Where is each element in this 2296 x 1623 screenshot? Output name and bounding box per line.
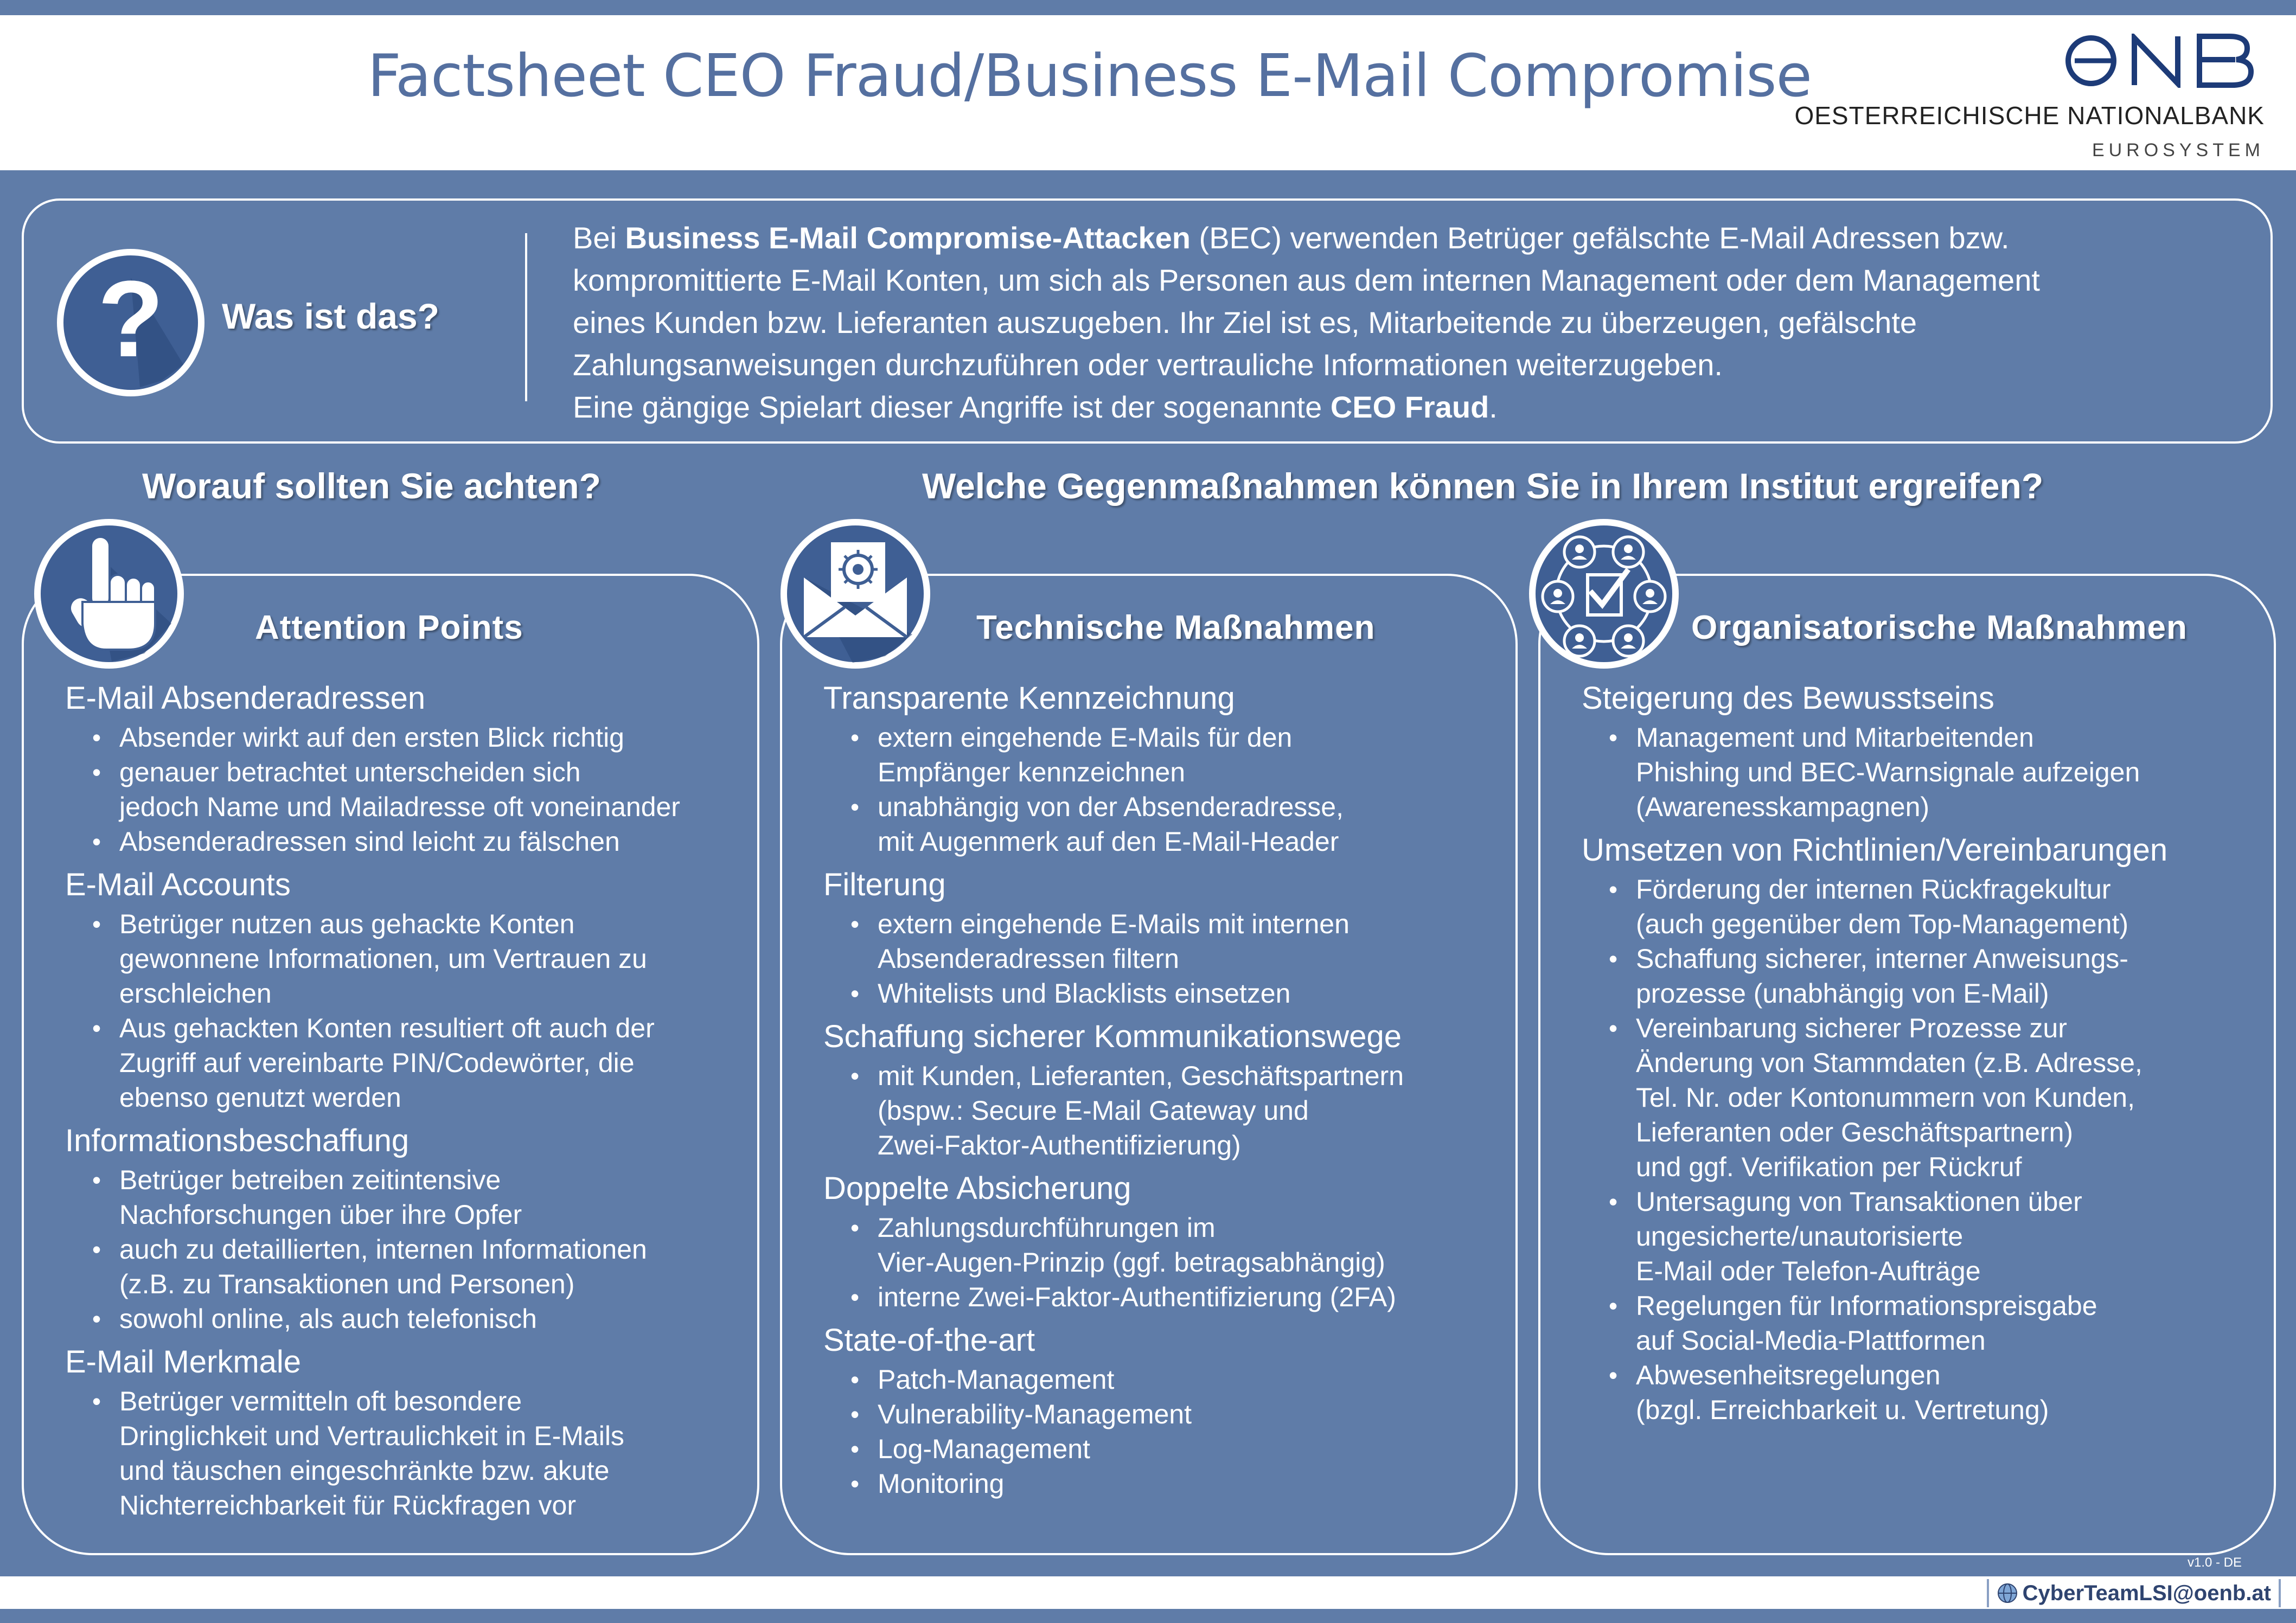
- list-item-line: und ggf. Verifikation per Rückruf: [1636, 1152, 2022, 1182]
- list-group-title: Doppelte Absicherung: [823, 1171, 1131, 1206]
- list-item: [850, 790, 1518, 859]
- intro-text-segment: Zahlungsanweisungen durchzuführen oder vertrauliche Informationen weiterzugeben.: [573, 348, 1723, 382]
- list-item-line: • Aus gehackten Konten resultiert oft auch der: [119, 1013, 655, 1043]
- list-item-line: (z.B. zu Transaktionen und Personen): [119, 1269, 575, 1299]
- list-item: [92, 720, 770, 755]
- list-group: [65, 863, 770, 1115]
- technical-measures-list: [823, 677, 1518, 1505]
- list-item: [92, 755, 770, 824]
- list-item-line: (Awarenesskampagnen): [1636, 792, 1930, 822]
- list-item: [92, 907, 770, 1011]
- list-group: [823, 677, 1518, 859]
- list-item: [850, 1280, 1518, 1314]
- intro-text-segment: .: [1489, 390, 1498, 424]
- list-item-line: jedoch Name und Mailadresse oft voneinander: [119, 792, 680, 822]
- list-item-line: gewonnene Informationen, um Vertrauen zu: [119, 944, 647, 974]
- version-label: v1.0 - DE: [2187, 1555, 2242, 1570]
- list-item: [1609, 720, 2265, 824]
- list-group: [823, 1319, 1518, 1501]
- intro-text: [573, 217, 2265, 428]
- list-item: [1609, 1288, 2265, 1358]
- list-item-line: • auch zu detaillierten, internen Informationen: [119, 1234, 647, 1265]
- bullet-list: [850, 907, 1518, 1011]
- list-item-line: • interne Zwei-Faktor-Authentifizierung (2FA): [878, 1282, 1396, 1312]
- list-item: [92, 1163, 770, 1232]
- bullet-list: [92, 1163, 770, 1336]
- contact-email-text[interactable]: CyberTeamLSI@oenb.at: [2022, 1581, 2271, 1605]
- bullet-list: [92, 1384, 770, 1523]
- list-item: [850, 1059, 1518, 1163]
- footer-bar: [0, 1576, 2296, 1609]
- list-group-title: Umsetzen von Richtlinien/Vereinbarungen: [1582, 832, 2168, 868]
- list-group-title: Steigerung des Bewusstseins: [1582, 681, 1994, 716]
- list-item-line: • Log-Management: [878, 1434, 1090, 1464]
- list-item-line: • genauer betrachtet unterscheiden sich: [119, 757, 581, 787]
- list-item-line: • Regelungen für Informationspreisgabe: [1636, 1291, 2097, 1321]
- list-item: [850, 1397, 1518, 1432]
- bullet-list: [850, 720, 1518, 859]
- list-item-line: Änderung von Stammdaten (z.B. Adresse,: [1636, 1048, 2142, 1078]
- list-item: [92, 1232, 770, 1301]
- list-item-line: • Patch-Management: [878, 1364, 1115, 1395]
- attention-points-list: [65, 677, 770, 1527]
- list-item-line: prozesse (unabhängig von E-Mail): [1636, 978, 2049, 1009]
- list-group-title: State-of-the-art: [823, 1323, 1035, 1358]
- list-item-line: erschleichen: [119, 978, 272, 1009]
- list-item-line: • extern eingehende E-Mails für den: [878, 722, 1293, 753]
- footer-bottom-strip: [0, 1609, 2296, 1623]
- list-item: [1609, 941, 2265, 1011]
- bullet-list: [850, 1362, 1518, 1501]
- list-item-line: • Absender wirkt auf den ersten Blick richtig: [119, 722, 624, 753]
- team-checklist-icon: [1525, 515, 1683, 672]
- list-item-line: • Zahlungsdurchführungen im: [878, 1213, 1216, 1243]
- list-group: [65, 1340, 770, 1523]
- bullet-list: [1609, 720, 2265, 824]
- intro-bold-text: CEO Fraud: [1330, 390, 1489, 424]
- list-item-line: auf Social-Media-Plattformen: [1636, 1325, 1986, 1356]
- list-item: [92, 1301, 770, 1336]
- list-item: [850, 1432, 1518, 1466]
- intro-line: [573, 344, 2265, 386]
- list-item-line: • mit Kunden, Lieferanten, Geschäftspartnern: [878, 1061, 1404, 1091]
- list-group-title: E-Mail Accounts: [65, 867, 291, 902]
- svg-text:?: ?: [97, 259, 164, 380]
- list-item-line: mit Augenmerk auf den E-Mail-Header: [878, 826, 1339, 857]
- logo-name: OESTERREICHISCHE NATIONALBANK: [1794, 101, 2265, 130]
- list-item-line: • Vulnerability-Management: [878, 1399, 1192, 1429]
- list-item-line: • Vereinbarung sicherer Prozesse zur: [1636, 1013, 2067, 1043]
- list-item-line: Empfänger kennzeichnen: [878, 757, 1186, 787]
- list-item-line: Nachforschungen über ihre Opfer: [119, 1199, 522, 1230]
- bullet-list: [1609, 872, 2265, 1427]
- list-group-title: Filterung: [823, 867, 946, 902]
- list-item-line: • unabhängig von der Absenderadresse,: [878, 792, 1344, 822]
- list-group: [65, 677, 770, 859]
- list-item-line: Zwei-Faktor-Authentifizierung): [878, 1130, 1241, 1160]
- onb-logo: [1794, 22, 2265, 161]
- list-item-line: • Absenderadressen sind leicht zu fälschen: [119, 826, 620, 857]
- list-item-line: Absenderadressen filtern: [878, 944, 1179, 974]
- list-group-title: E-Mail Merkmale: [65, 1344, 302, 1380]
- intro-text-segment: (BEC) verwenden Betrüger gefälschte E-Mail Adressen bzw.: [1190, 221, 2010, 255]
- envelope-virus-icon: [777, 515, 934, 672]
- list-item: [850, 1210, 1518, 1280]
- list-item-line: E-Mail oder Telefon-Aufträge: [1636, 1256, 1981, 1286]
- organizational-measures-title: Organisatorische Maßnahmen: [1691, 609, 2188, 646]
- list-item-line: • Betrüger betreiben zeitintensive: [119, 1165, 501, 1195]
- list-group-title: Schaffung sicherer Kommunikationswege: [823, 1019, 1402, 1054]
- bullet-list: [850, 1059, 1518, 1163]
- page-title: Factsheet CEO Fraud/Business E-Mail Compromise: [367, 42, 1812, 110]
- organizational-measures-list: [1582, 677, 2265, 1432]
- intro-line: [573, 386, 2265, 428]
- list-item-line: • Abwesenheitsregelungen: [1636, 1360, 1941, 1390]
- intro-text-segment: Bei: [573, 221, 625, 255]
- list-item-line: • Untersagung von Transaktionen über: [1636, 1186, 2082, 1217]
- bullet-list: [92, 907, 770, 1115]
- list-item: [1609, 1184, 2265, 1288]
- list-item-line: und täuschen eingeschränkte bzw. akute: [119, 1455, 610, 1486]
- globe-icon: [1997, 1582, 2018, 1604]
- list-item-line: ungesicherte/unautorisierte: [1636, 1221, 1964, 1252]
- list-item-line: • Management und Mitarbeitenden: [1636, 722, 2034, 753]
- intro-text-segment: Eine gängige Spielart dieser Angriffe ist der sogenannte: [573, 390, 1331, 424]
- list-group: [65, 1119, 770, 1336]
- list-item-line: • Monitoring: [878, 1468, 1005, 1499]
- list-item-line: • Whitelists und Blacklists einsetzen: [878, 978, 1291, 1009]
- attention-points-title: Attention Points: [255, 609, 523, 646]
- list-group: [823, 1015, 1518, 1163]
- intro-box: [22, 198, 2273, 444]
- list-item-line: (bzgl. Erreichbarkeit u. Vertretung): [1636, 1395, 2049, 1425]
- contact-email[interactable]: [1987, 1579, 2281, 1607]
- list-group: [823, 863, 1518, 1011]
- list-item-line: • extern eingehende E-Mails mit internen: [878, 909, 1350, 939]
- list-item: [92, 1011, 770, 1115]
- list-item: [850, 1466, 1518, 1501]
- list-item-line: ebenso genutzt werden: [119, 1082, 401, 1113]
- bullet-list: [92, 720, 770, 859]
- right-section-heading: Welche Gegenmaßnahmen können Sie in Ihrem Institut ergreifen?: [922, 466, 2044, 506]
- list-item-line: • Betrüger nutzen aus gehackte Konten: [119, 909, 575, 939]
- bullet-list: [850, 1210, 1518, 1314]
- onb-logo-mark: [2064, 34, 2265, 88]
- logo-subtitle: EUROSYSTEM: [2092, 140, 2265, 161]
- list-item-line: • Förderung der internen Rückfragekultur: [1636, 874, 2111, 904]
- list-item-line: Vier-Augen-Prinzip (ggf. betragsabhängig): [878, 1247, 1385, 1278]
- list-item: [92, 824, 770, 859]
- list-item-line: Tel. Nr. oder Kontonummern von Kunden,: [1636, 1082, 2135, 1113]
- intro-heading: Was ist das?: [222, 296, 439, 336]
- list-item-line: • Betrüger vermitteln oft besondere: [119, 1386, 522, 1416]
- list-item: [850, 907, 1518, 976]
- intro-bold-text: Business E-Mail Compromise-Attacken: [625, 221, 1191, 255]
- intro-line: [573, 217, 2265, 259]
- list-item-line: (bspw.: Secure E-Mail Gateway und: [878, 1095, 1309, 1126]
- list-item-line: Dringlichkeit und Vertraulichkeit in E-Mails: [119, 1421, 624, 1451]
- list-item: [850, 720, 1518, 790]
- list-item: [1609, 1011, 2265, 1184]
- pointing-hand-icon: [30, 515, 188, 672]
- list-item-line: Phishing und BEC-Warnsignale aufzeigen: [1636, 757, 2140, 787]
- list-group: [1582, 677, 2265, 824]
- list-item: [1609, 872, 2265, 941]
- list-item-line: (auch gegenüber dem Top-Management): [1636, 909, 2128, 939]
- left-section-heading: Worauf sollten Sie achten?: [142, 466, 601, 506]
- list-group-title: Transparente Kennzeichnung: [823, 681, 1235, 716]
- intro-text-segment: kompromittierte E-Mail Konten, um sich als Personen aus dem internen Management oder dem Management: [573, 263, 2040, 297]
- list-item-line: Zugriff auf vereinbarte PIN/Codewörter, die: [119, 1048, 635, 1078]
- list-group: [1582, 829, 2265, 1427]
- list-item-line: Nichterreichbarkeit für Rückfragen vor: [119, 1490, 576, 1521]
- list-item-line: • Schaffung sicherer, interner Anweisungs-: [1636, 944, 2128, 974]
- list-item: [850, 1362, 1518, 1397]
- list-item-line: Lieferanten oder Geschäftspartnern): [1636, 1117, 2074, 1147]
- list-item: [1609, 1358, 2265, 1427]
- list-group-title: E-Mail Absenderadressen: [65, 681, 426, 716]
- intro-text-segment: eines Kunden bzw. Lieferanten auszugeben. Ihr Ziel ist es, Mitarbeitende zu überzeugen, gefälschte: [573, 305, 1917, 339]
- intro-divider: [525, 233, 527, 401]
- list-item: [850, 976, 1518, 1011]
- intro-line: [573, 259, 2265, 301]
- top-strip: [0, 0, 2296, 15]
- intro-line: [573, 301, 2265, 344]
- question-mark-icon: [53, 245, 208, 400]
- list-item-line: • sowohl online, als auch telefonisch: [119, 1304, 537, 1334]
- list-group: [823, 1167, 1518, 1314]
- list-group-title: Informationsbeschaffung: [65, 1123, 410, 1158]
- technical-measures-title: Technische Maßnahmen: [976, 609, 1376, 646]
- list-item: [92, 1384, 770, 1523]
